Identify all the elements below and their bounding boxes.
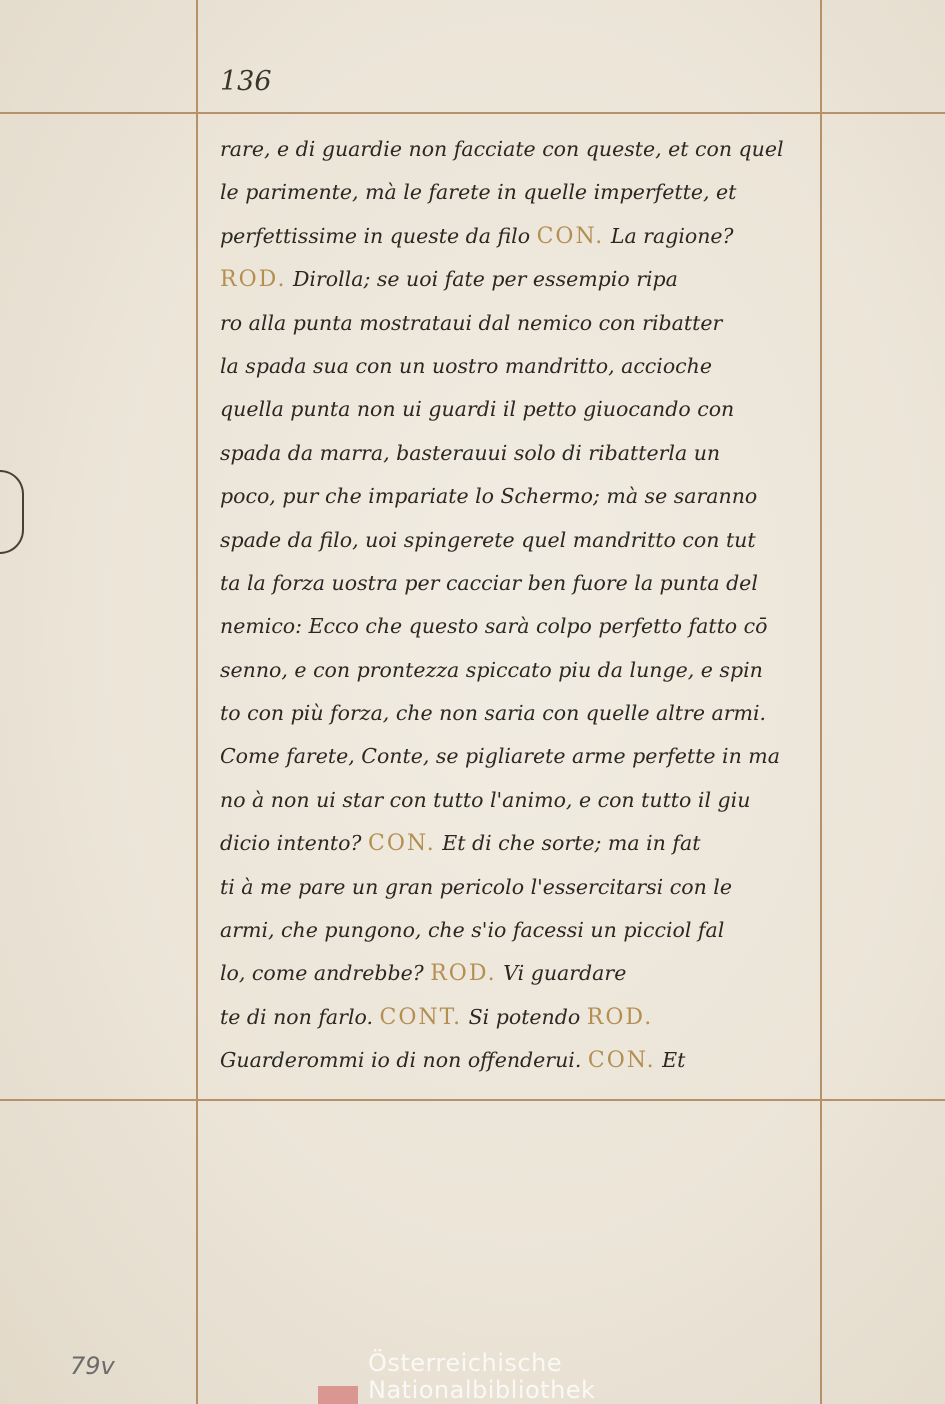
text-segment: ti à me pare un gran pericolo l'essercitarsi con le <box>220 874 732 899</box>
text-segment: perfettissime in queste da filo <box>220 223 537 248</box>
speaker-label: CON. <box>368 831 436 857</box>
text-line <box>220 735 815 778</box>
text-segment: no à non ui star con tutto l'animo, e con tutto il giu <box>220 787 751 812</box>
text-segment: ta la forza uostra per cacciar ben fuore la punta del <box>220 570 758 595</box>
text-segment: dicio intento? <box>220 831 368 856</box>
text-segment: poco, pur che impariate lo Schermo; mà se saranno <box>220 484 758 509</box>
text-line <box>220 302 815 345</box>
left-margin-rule <box>196 0 198 1404</box>
text-segment: to con più forza, che non saria con quelle altre armi. <box>220 701 767 726</box>
folio-number: 136 <box>220 66 272 97</box>
text-segment: La ragione? <box>604 223 734 248</box>
text-line <box>220 258 815 301</box>
text-line <box>220 388 815 431</box>
text-segment: Dirolla; se uoi fate per essempio ripa <box>286 267 678 292</box>
text-segment: lo, come andrebbe? <box>220 961 431 986</box>
text-line <box>220 692 815 735</box>
text-segment: armi, che pungono, che s'io facessi un picciol fal <box>220 918 725 943</box>
text-segment: la spada sua con un uostro mandritto, accioche <box>220 353 712 378</box>
text-line <box>220 605 815 648</box>
text-segment: Et di che sorte; ma in fat <box>435 831 701 856</box>
text-line <box>220 952 815 995</box>
text-segment: rare, e di guardie non facciate con queste, et con quel <box>220 137 784 161</box>
text-block <box>220 128 815 1083</box>
text-line <box>220 1039 815 1082</box>
text-line <box>220 562 815 605</box>
text-line <box>220 909 815 952</box>
text-line <box>220 866 815 909</box>
text-segment: te di non farlo. <box>220 1004 380 1029</box>
text-segment: nemico: Ecco che questo sarà colpo perfetto fatto cō <box>220 614 768 639</box>
text-line <box>220 996 815 1039</box>
text-segment: Come farete, Conte, se pigliarete arme perfette in ma <box>220 744 780 769</box>
text-segment: ro alla punta mostrataui dal nemico con ribatter <box>220 310 723 335</box>
text-segment: spada da marra, basterauui solo di ribatterla un <box>220 440 721 465</box>
text-segment: senno, e con prontezza spiccato piu da lunge, e spin <box>220 657 763 682</box>
text-line <box>220 171 815 214</box>
right-margin-rule <box>820 0 822 1404</box>
footer-folio-mark: 79v <box>70 1352 115 1380</box>
speaker-label: ROD. <box>430 961 497 987</box>
text-segment: quella punta non ui guardi il petto giuocando con <box>220 397 735 422</box>
text-line <box>220 649 815 692</box>
binding-edge <box>0 470 24 554</box>
watermark-line-2: Nationalbibliothek <box>368 1376 596 1404</box>
library-logo-mark <box>318 1386 358 1404</box>
text-line <box>220 475 815 518</box>
speaker-label: ROD. <box>586 1004 654 1030</box>
watermark-line-1: Österreichische <box>368 1349 563 1377</box>
text-segment: Si potendo <box>462 1004 587 1029</box>
library-watermark <box>368 1350 668 1404</box>
text-segment: Guarderommi io di non offenderui. <box>220 1048 588 1073</box>
text-line <box>220 215 815 258</box>
speaker-label: CONT. <box>379 1004 463 1030</box>
text-segment: Vi guardare <box>496 961 627 986</box>
text-segment: le parimente, mà le farete in quelle imperfette, et <box>220 180 737 205</box>
text-segment: Et <box>655 1048 686 1073</box>
top-margin-rule <box>0 112 945 114</box>
text-line <box>220 345 815 388</box>
speaker-label: ROD. <box>220 267 287 293</box>
text-line <box>220 519 815 562</box>
text-line <box>220 779 815 822</box>
text-line <box>220 822 815 865</box>
text-line <box>220 128 815 171</box>
speaker-label: CON. <box>587 1048 656 1074</box>
bottom-margin-rule <box>0 1099 945 1101</box>
text-segment: spade da filo, uoi spingerete quel mandritto con tut <box>220 527 756 552</box>
speaker-label: CON. <box>536 223 605 249</box>
text-line <box>220 432 815 475</box>
